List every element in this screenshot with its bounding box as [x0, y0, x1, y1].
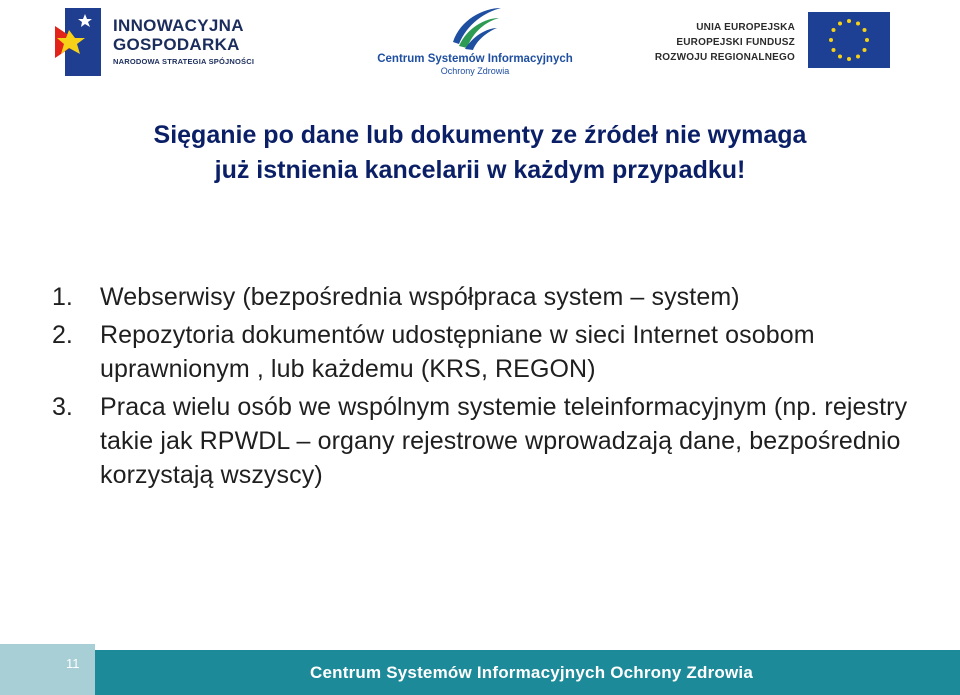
list-item: [52, 318, 942, 386]
innowacyjna-line3: NARODOWA STRATEGIA SPÓJNOŚCI: [113, 57, 255, 66]
slide-title-line1: Sięganie po dane lub dokumenty ze źródeł nie wymaga: [153, 121, 807, 149]
innowacyjna-flag-icon: [55, 8, 103, 76]
csioz-swoosh-icon: [445, 2, 505, 52]
list-item-number: 1.: [52, 283, 73, 311]
csioz-logo: [370, 2, 580, 82]
ue-line1: UNIA EUROPEJSKA: [696, 22, 795, 33]
page-number-box: [0, 644, 95, 695]
list-item: [52, 390, 942, 492]
innowacyjna-gospodarka-logo: [55, 8, 275, 78]
csioz-line1: Centrum Systemów Informacyjnych: [377, 53, 573, 65]
slide-title: [0, 118, 960, 188]
list-item-text: Repozytoria dokumentów udostępniane w sieci Internet osobom uprawnionym , lub każdemu (KRS, REGON): [100, 321, 815, 383]
numbered-list: [52, 280, 942, 496]
footer-bar: [95, 650, 960, 695]
innowacyjna-line1: INNOWACYJNA: [113, 16, 244, 35]
ue-line3: ROZWOJU REGIONALNEGO: [654, 52, 795, 63]
list-item-number: 2.: [52, 321, 73, 349]
slide-title-line2: już istnienia kancelarii w każdym przypadku!: [214, 156, 746, 184]
eu-flag-icon: [808, 12, 890, 68]
list-item-text: Praca wielu osób we wspólnym systemie teleinformacyjnym (np. rejestry takie jak RPWDL – organy rejestrowe wprowadzają dane, bezpośrednio korzystają wszyscy): [100, 393, 908, 489]
list-item-text: Webserwisy (bezpośrednia współpraca system – system): [100, 283, 740, 311]
ue-logo: [640, 12, 890, 72]
csioz-line2: Ochrony Zdrowia: [440, 66, 510, 76]
page-number: 11: [66, 656, 80, 671]
footer-text: Centrum Systemów Informacyjnych Ochrony Zdrowia: [310, 663, 753, 682]
list-item: [52, 280, 942, 314]
innowacyjna-line2: GOSPODARKA: [113, 35, 240, 54]
footer: [0, 644, 960, 695]
list-item-number: 3.: [52, 393, 73, 421]
ue-line2: EUROPEJSKI FUNDUSZ: [676, 37, 795, 48]
